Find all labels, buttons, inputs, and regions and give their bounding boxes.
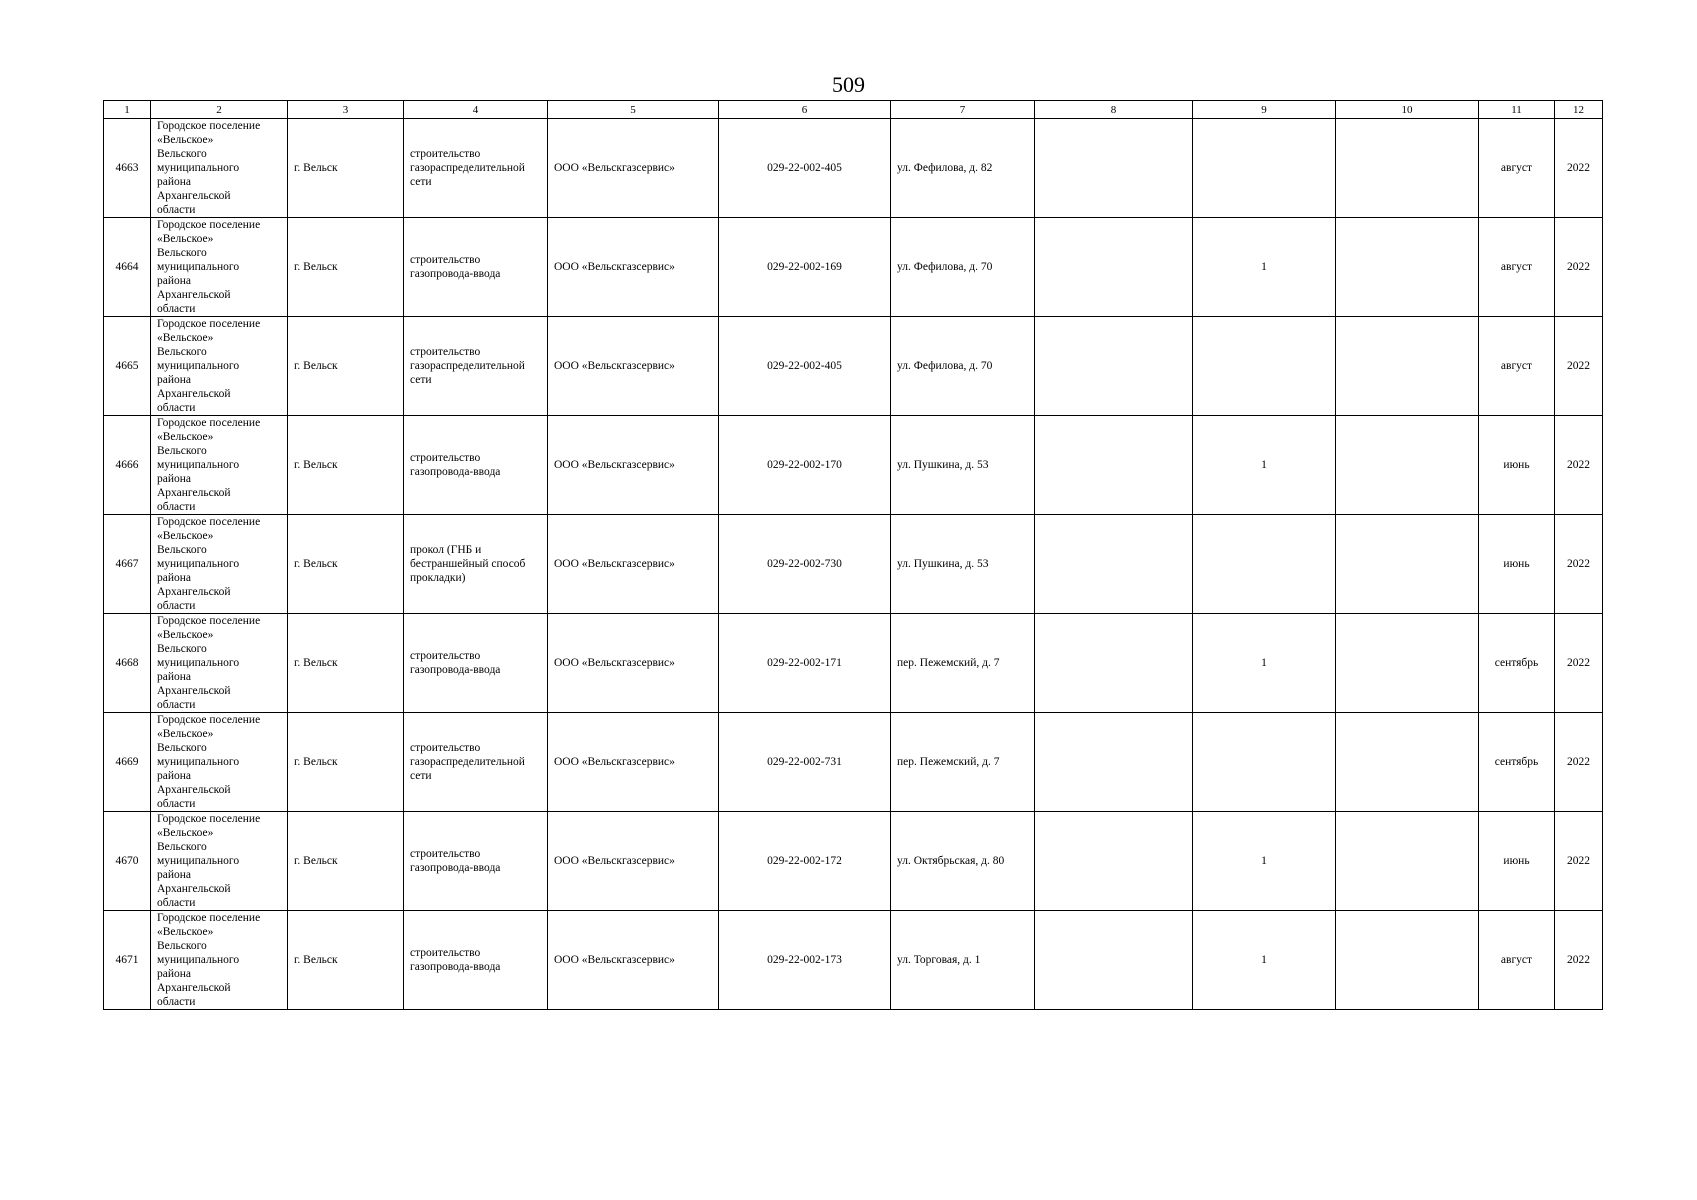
address-cell: ул. Пушкина, д. 53 (891, 515, 1035, 614)
settlement-cell (151, 317, 288, 416)
address-cell: ул. Пушкина, д. 53 (891, 416, 1035, 515)
column-8-cell (1035, 911, 1193, 1010)
column-10-cell (1336, 713, 1479, 812)
month-cell: сентябрь (1479, 713, 1555, 812)
register-table (103, 100, 1603, 1010)
month-cell: август (1479, 317, 1555, 416)
city-cell: г. Вельск (288, 812, 404, 911)
column-8-cell (1035, 317, 1193, 416)
year-cell: 2022 (1555, 614, 1603, 713)
year-cell: 2022 (1555, 218, 1603, 317)
settlement-line: района (157, 275, 192, 287)
column-9-cell: 1 (1193, 218, 1336, 317)
year-cell: 2022 (1555, 911, 1603, 1010)
column-header: 11 (1479, 101, 1555, 119)
work-type-cell: строительство газопровода-ввода (404, 911, 548, 1010)
code-cell: 029-22-002-405 (719, 119, 891, 218)
address-cell: пер. Пежемский, д. 7 (891, 713, 1035, 812)
row-number: 4671 (104, 911, 151, 1010)
column-8-cell (1035, 515, 1193, 614)
code-cell: 029-22-002-730 (719, 515, 891, 614)
work-type-cell: строительство газораспределительной сети (404, 713, 548, 812)
address-cell: ул. Торговая, д. 1 (891, 911, 1035, 1010)
register-body (104, 119, 1603, 1010)
row-number: 4667 (104, 515, 151, 614)
settlement-line: района (157, 176, 192, 188)
year-cell: 2022 (1555, 812, 1603, 911)
column-header: 2 (151, 101, 288, 119)
column-10-cell (1336, 218, 1479, 317)
settlement-line: Вельского (157, 742, 207, 754)
settlement-line: Вельского (157, 544, 207, 556)
table-row (104, 218, 1603, 317)
settlement-line: «Вельское» (157, 629, 214, 641)
year-cell: 2022 (1555, 416, 1603, 515)
settlement-line: Вельского (157, 148, 207, 160)
settlement-line: района (157, 968, 192, 980)
address-cell: пер. Пежемский, д. 7 (891, 614, 1035, 713)
organization-cell: ООО «Вельскгазсервис» (548, 218, 719, 317)
settlement-line: «Вельское» (157, 332, 214, 344)
month-cell: август (1479, 911, 1555, 1010)
code-cell: 029-22-002-171 (719, 614, 891, 713)
settlement-line: муниципального (157, 954, 240, 966)
settlement-line: области (157, 699, 196, 711)
settlement-line: «Вельское» (157, 431, 214, 443)
settlement-line: муниципального (157, 756, 240, 768)
settlement-line: муниципального (157, 360, 240, 372)
column-10-cell (1336, 317, 1479, 416)
city-cell: г. Вельск (288, 218, 404, 317)
column-9-cell: 1 (1193, 911, 1336, 1010)
settlement-line: «Вельское» (157, 926, 214, 938)
settlement-line: «Вельское» (157, 728, 214, 740)
table-row (104, 614, 1603, 713)
column-8-cell (1035, 713, 1193, 812)
organization-cell: ООО «Вельскгазсервис» (548, 317, 719, 416)
settlement-line: Вельского (157, 841, 207, 853)
column-8-cell (1035, 119, 1193, 218)
settlement-line: Архангельской (157, 982, 231, 994)
column-header: 1 (104, 101, 151, 119)
settlement-line: муниципального (157, 657, 240, 669)
column-header: 9 (1193, 101, 1336, 119)
settlement-line: района (157, 374, 192, 386)
settlement-line: муниципального (157, 162, 240, 174)
city-cell: г. Вельск (288, 713, 404, 812)
settlement-line: области (157, 303, 196, 315)
year-cell: 2022 (1555, 713, 1603, 812)
organization-cell: ООО «Вельскгазсервис» (548, 911, 719, 1010)
organization-cell: ООО «Вельскгазсервис» (548, 515, 719, 614)
settlement-cell (151, 614, 288, 713)
city-cell: г. Вельск (288, 911, 404, 1010)
settlement-line: района (157, 572, 192, 584)
work-type-cell: строительство газораспределительной сети (404, 119, 548, 218)
settlement-line: Городское поселение (157, 219, 261, 231)
month-cell: сентябрь (1479, 614, 1555, 713)
settlement-line: района (157, 770, 192, 782)
column-number-row (104, 101, 1603, 119)
settlement-line: области (157, 897, 196, 909)
code-cell: 029-22-002-172 (719, 812, 891, 911)
settlement-line: «Вельское» (157, 530, 214, 542)
settlement-line: Городское поселение (157, 714, 261, 726)
month-cell: июнь (1479, 515, 1555, 614)
settlement-cell (151, 119, 288, 218)
settlement-line: Городское поселение (157, 813, 261, 825)
page-number: 509 (832, 72, 865, 97)
settlement-cell (151, 218, 288, 317)
settlement-line: области (157, 600, 196, 612)
settlement-line: района (157, 473, 192, 485)
address-cell: ул. Фефилова, д. 82 (891, 119, 1035, 218)
work-type-cell: строительство газораспределительной сети (404, 317, 548, 416)
settlement-line: Архангельской (157, 685, 231, 697)
settlement-line: области (157, 996, 196, 1008)
column-header: 5 (548, 101, 719, 119)
settlement-line: Архангельской (157, 289, 231, 301)
row-number: 4663 (104, 119, 151, 218)
settlement-line: области (157, 204, 196, 216)
column-10-cell (1336, 515, 1479, 614)
column-8-cell (1035, 416, 1193, 515)
row-number: 4670 (104, 812, 151, 911)
column-10-cell (1336, 812, 1479, 911)
column-header: 8 (1035, 101, 1193, 119)
code-cell: 029-22-002-405 (719, 317, 891, 416)
settlement-line: муниципального (157, 459, 240, 471)
work-type-cell: прокол (ГНБ и бестраншейный способ прокладки) (404, 515, 548, 614)
settlement-cell (151, 911, 288, 1010)
row-number: 4669 (104, 713, 151, 812)
settlement-cell (151, 713, 288, 812)
code-cell: 029-22-002-169 (719, 218, 891, 317)
code-cell: 029-22-002-170 (719, 416, 891, 515)
table-row (104, 119, 1603, 218)
column-9-cell: 1 (1193, 812, 1336, 911)
city-cell: г. Вельск (288, 416, 404, 515)
column-header: 12 (1555, 101, 1603, 119)
code-cell: 029-22-002-731 (719, 713, 891, 812)
settlement-line: области (157, 402, 196, 414)
column-8-cell (1035, 218, 1193, 317)
settlement-line: Архангельской (157, 784, 231, 796)
settlement-cell (151, 416, 288, 515)
settlement-line: Архангельской (157, 190, 231, 202)
column-header: 3 (288, 101, 404, 119)
column-header: 6 (719, 101, 891, 119)
year-cell: 2022 (1555, 317, 1603, 416)
settlement-line: Вельского (157, 445, 207, 457)
row-number: 4664 (104, 218, 151, 317)
work-type-cell: строительство газопровода-ввода (404, 416, 548, 515)
table-row (104, 812, 1603, 911)
column-10-cell (1336, 614, 1479, 713)
settlement-line: муниципального (157, 855, 240, 867)
table-row (104, 911, 1603, 1010)
settlement-line: области (157, 501, 196, 513)
year-cell: 2022 (1555, 119, 1603, 218)
column-9-cell (1193, 713, 1336, 812)
address-cell: ул. Фефилова, д. 70 (891, 317, 1035, 416)
column-9-cell: 1 (1193, 416, 1336, 515)
column-header: 4 (404, 101, 548, 119)
settlement-line: Городское поселение (157, 516, 261, 528)
settlement-line: Городское поселение (157, 912, 261, 924)
table-row (104, 416, 1603, 515)
settlement-cell (151, 812, 288, 911)
settlement-line: Архангельской (157, 883, 231, 895)
settlement-line: района (157, 869, 192, 881)
settlement-line: области (157, 798, 196, 810)
settlement-line: Вельского (157, 247, 207, 259)
month-cell: август (1479, 119, 1555, 218)
address-cell: ул. Фефилова, д. 70 (891, 218, 1035, 317)
organization-cell: ООО «Вельскгазсервис» (548, 812, 719, 911)
month-cell: июнь (1479, 416, 1555, 515)
column-9-cell (1193, 515, 1336, 614)
month-cell: июнь (1479, 812, 1555, 911)
settlement-cell (151, 515, 288, 614)
address-cell: ул. Октябрьская, д. 80 (891, 812, 1035, 911)
column-10-cell (1336, 119, 1479, 218)
city-cell: г. Вельск (288, 614, 404, 713)
work-type-cell: строительство газопровода-ввода (404, 614, 548, 713)
settlement-line: Архангельской (157, 487, 231, 499)
city-cell: г. Вельск (288, 515, 404, 614)
organization-cell: ООО «Вельскгазсервис» (548, 416, 719, 515)
settlement-line: Городское поселение (157, 615, 261, 627)
code-cell: 029-22-002-173 (719, 911, 891, 1010)
year-cell: 2022 (1555, 515, 1603, 614)
settlement-line: «Вельское» (157, 134, 214, 146)
settlement-line: Городское поселение (157, 318, 261, 330)
column-10-cell (1336, 416, 1479, 515)
settlement-line: района (157, 671, 192, 683)
settlement-line: «Вельское» (157, 827, 214, 839)
month-cell: август (1479, 218, 1555, 317)
row-number: 4666 (104, 416, 151, 515)
settlement-line: Вельского (157, 940, 207, 952)
column-10-cell (1336, 911, 1479, 1010)
settlement-line: «Вельское» (157, 233, 214, 245)
row-number: 4668 (104, 614, 151, 713)
settlement-line: Вельского (157, 346, 207, 358)
work-type-cell: строительство газопровода-ввода (404, 812, 548, 911)
table-row (104, 515, 1603, 614)
column-9-cell (1193, 317, 1336, 416)
column-9-cell: 1 (1193, 614, 1336, 713)
city-cell: г. Вельск (288, 119, 404, 218)
settlement-line: Вельского (157, 643, 207, 655)
work-type-cell: строительство газопровода-ввода (404, 218, 548, 317)
organization-cell: ООО «Вельскгазсервис» (548, 614, 719, 713)
settlement-line: Архангельской (157, 388, 231, 400)
table-row (104, 713, 1603, 812)
settlement-line: муниципального (157, 558, 240, 570)
column-header: 10 (1336, 101, 1479, 119)
column-8-cell (1035, 812, 1193, 911)
organization-cell: ООО «Вельскгазсервис» (548, 713, 719, 812)
organization-cell: ООО «Вельскгазсервис» (548, 119, 719, 218)
settlement-line: Городское поселение (157, 120, 261, 132)
column-9-cell (1193, 119, 1336, 218)
city-cell: г. Вельск (288, 317, 404, 416)
column-8-cell (1035, 614, 1193, 713)
column-header: 7 (891, 101, 1035, 119)
row-number: 4665 (104, 317, 151, 416)
table-row (104, 317, 1603, 416)
settlement-line: Архангельской (157, 586, 231, 598)
settlement-line: муниципального (157, 261, 240, 273)
settlement-line: Городское поселение (157, 417, 261, 429)
